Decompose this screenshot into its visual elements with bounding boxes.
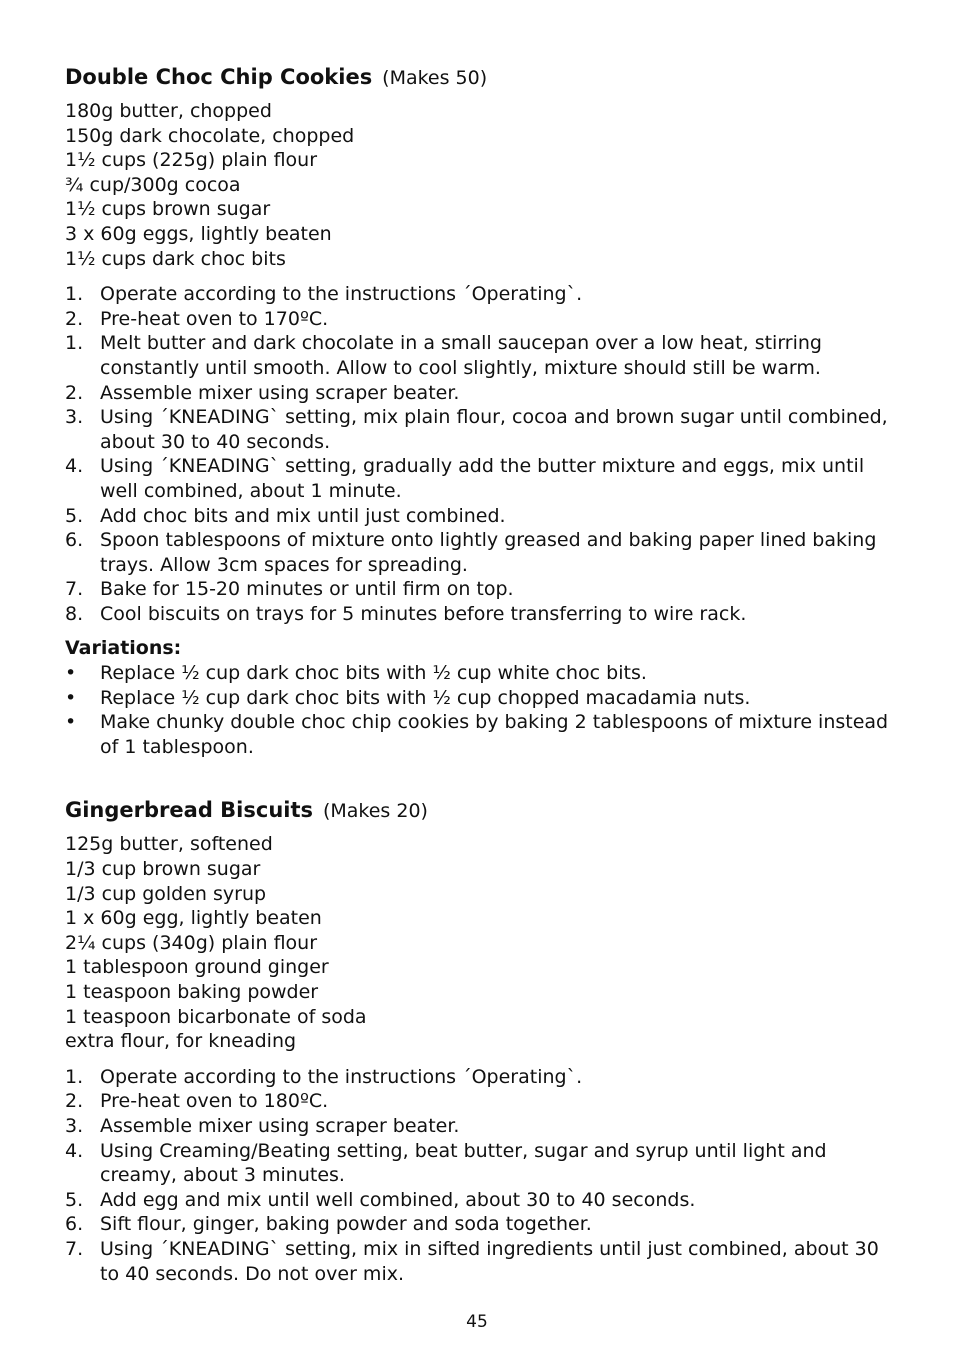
ingredient-item: 1½ cups dark choc bits — [65, 247, 286, 270]
method-step — [65, 307, 895, 332]
bullet-icon: • — [65, 686, 77, 709]
recipe-gingerbread-biscuits — [65, 793, 895, 1286]
step-text: Add egg and mix until well combined, about 30 to 40 seconds. — [100, 1188, 696, 1211]
method-step — [65, 504, 895, 529]
recipe-name: Double Choc Chip Cookies — [65, 65, 373, 89]
bullet-icon: • — [65, 711, 77, 734]
recipe-page — [65, 60, 895, 1286]
step-text: Assemble mixer using scraper beater. — [100, 381, 460, 404]
ingredient-item: 1/3 cup brown sugar — [65, 858, 261, 881]
step-text: Pre-heat oven to 180ºC. — [100, 1090, 329, 1113]
ingredient-item: 1 teaspoon baking powder — [65, 981, 319, 1003]
bullet-icon: • — [65, 662, 77, 685]
ingredient-list — [65, 99, 895, 271]
recipe-title — [65, 793, 895, 826]
variations-heading: Variations: — [65, 637, 182, 660]
ingredient-item: 1½ cups (225g) plain flour — [65, 149, 318, 172]
ingredient-item: 3 x 60g eggs, lightly beaten — [65, 222, 332, 245]
step-text: Using ´KNEADING` setting, mix in sifted ingredients until just combined, about 30 to 40 seconds. Do not over mix. — [100, 1237, 879, 1285]
step-number: 2. — [65, 381, 84, 404]
method-step — [65, 1089, 895, 1114]
method-step — [65, 1188, 895, 1213]
step-number: 3. — [65, 406, 84, 429]
recipe-yield: (Makes 50) — [382, 67, 488, 89]
step-number: 4. — [65, 1139, 84, 1162]
step-text: Using Creaming/Beating setting, beat butter, sugar and syrup until light and creamy, about 3 minutes. — [100, 1139, 827, 1187]
step-text: Bake for 15-20 minutes or until firm on top. — [100, 578, 514, 601]
step-number: 7. — [65, 578, 84, 601]
method-step — [65, 454, 895, 503]
step-text: Spoon tablespoons of mixture onto lightly greased and baking paper lined baking trays. Allow 3cm spaces for spreading. — [100, 529, 877, 576]
method-step — [65, 1139, 895, 1188]
step-text: Operate according to the instructions ´Operating`. — [100, 283, 583, 306]
variation-item — [65, 686, 895, 711]
method-step — [65, 331, 895, 380]
method-step — [65, 1212, 895, 1237]
step-text: Assemble mixer using scraper beater. — [100, 1114, 460, 1137]
step-text: Operate according to the instructions ´Operating`. — [100, 1065, 583, 1088]
method-step — [65, 602, 895, 627]
step-number: 8. — [65, 602, 84, 625]
ingredient-item: 1 tablespoon ground ginger — [65, 956, 329, 979]
step-number: 2. — [65, 1090, 84, 1113]
method-step — [65, 282, 895, 307]
method-step — [65, 528, 895, 577]
method-step — [65, 1237, 895, 1286]
ingredient-item: ¾ cup/300g cocoa — [65, 173, 241, 196]
step-text: Melt butter and dark chocolate in a small saucepan over a low heat, stirring constantly until smooth. Allow to cool slightly, mixture should still be warm. — [100, 332, 822, 379]
ingredient-item: 125g butter, softened — [65, 833, 273, 856]
variation-text: Make chunky double choc chip cookies by baking 2 tablespoons of mixture instead of 1 tablespoon. — [100, 711, 889, 758]
page-number: 45 — [466, 1312, 488, 1332]
variation-item — [65, 661, 895, 686]
variations-list — [65, 661, 895, 759]
ingredient-list — [65, 832, 895, 1053]
variation-text: Replace ½ cup dark choc bits with ½ cup chopped macadamia nuts. — [100, 686, 751, 709]
ingredient-item: 1/3 cup golden syrup — [65, 882, 267, 905]
ingredient-item: 1½ cups brown sugar — [65, 198, 271, 221]
recipe-yield: (Makes 20) — [322, 800, 428, 823]
method-step — [65, 381, 895, 406]
ingredient-item: 1 x 60g egg, lightly beaten — [65, 907, 322, 930]
method-steps — [65, 282, 895, 626]
step-text: Using ´KNEADING` setting, gradually add the butter mixture and eggs, mix until well combined, about 1 minute. — [100, 455, 865, 502]
step-number: 3. — [65, 1114, 84, 1137]
method-steps — [65, 1065, 895, 1286]
method-step — [65, 1114, 895, 1139]
step-number: 1. — [65, 283, 84, 306]
step-number: 5. — [65, 504, 84, 527]
step-number: 6. — [65, 1213, 84, 1236]
method-step — [65, 405, 895, 454]
step-number: 7. — [65, 1237, 84, 1260]
variation-item — [65, 710, 895, 759]
step-number: 1. — [65, 1065, 84, 1088]
step-number: 2. — [65, 307, 84, 330]
recipe-name: Gingerbread Biscuits — [65, 798, 314, 823]
ingredient-item: extra flour, for kneading — [65, 1030, 297, 1053]
method-step — [65, 577, 895, 602]
ingredient-item: 150g dark chocolate, chopped — [65, 124, 355, 147]
step-number: 5. — [65, 1188, 84, 1211]
step-number: 1. — [65, 332, 84, 355]
ingredient-item: 2¼ cups (340g) plain flour — [65, 931, 318, 954]
method-step — [65, 1065, 895, 1090]
step-text: Pre-heat oven to 170ºC. — [100, 307, 329, 330]
recipe-double-choc-chip-cookies — [65, 60, 895, 759]
variation-text: Replace ½ cup dark choc bits with ½ cup white choc bits. — [100, 662, 647, 685]
step-text: Cool biscuits on trays for 5 minutes before transferring to wire rack. — [100, 602, 747, 625]
step-number: 4. — [65, 455, 84, 478]
step-number: 6. — [65, 529, 84, 552]
step-text: Sift flour, ginger, baking powder and soda together. — [100, 1213, 592, 1236]
step-text: Using ´KNEADING` setting, mix plain flour, cocoa and brown sugar until combined, about 30 to 40 seconds. — [100, 406, 888, 453]
recipe-title — [65, 60, 895, 93]
ingredient-item: 1 teaspoon bicarbonate of soda — [65, 1005, 367, 1028]
ingredient-item: 180g butter, chopped — [65, 100, 272, 122]
step-text: Add choc bits and mix until just combined. — [100, 504, 506, 527]
